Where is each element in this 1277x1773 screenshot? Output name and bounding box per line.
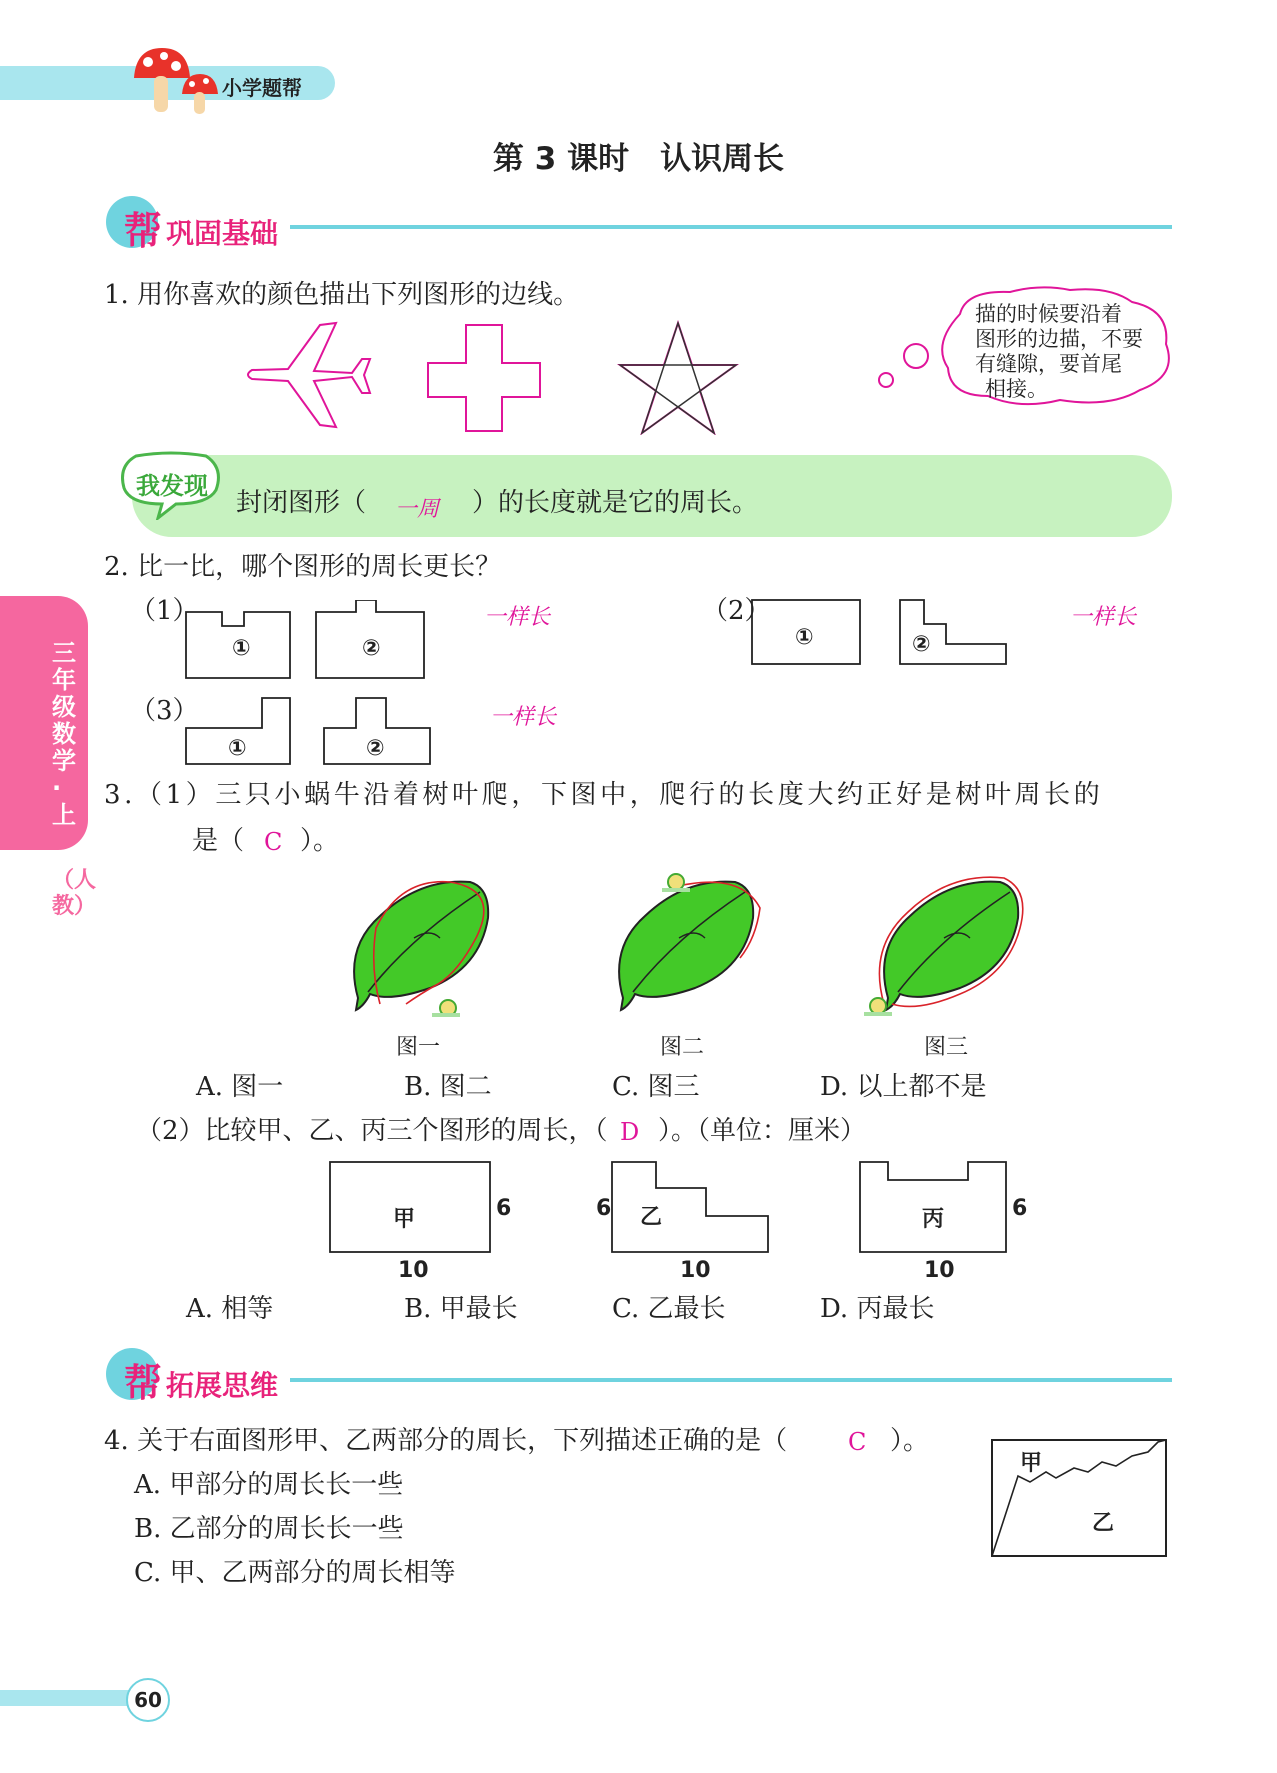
- q3-opt2-d: D. 丙最长: [820, 1294, 935, 1324]
- q4-text-before: 4. 关于右面图形甲、乙两部分的周长，下列描述正确的是（: [104, 1426, 788, 1456]
- q2-1-s2: ②: [362, 636, 381, 661]
- section-line-2: [290, 1378, 1172, 1382]
- q2-2-s1: ①: [795, 625, 814, 650]
- discover-after: ）的长度就是它的周长。: [472, 488, 759, 518]
- bubble-line-3: 有缝隙，要首尾: [975, 352, 1122, 376]
- q2-3-answer: 一样长: [490, 705, 557, 730]
- q3-opt2-c: C. 乙最长: [612, 1294, 726, 1324]
- side-tab-grade: 三年级数学·上: [52, 639, 76, 829]
- airplane-shape: [248, 323, 370, 427]
- star-shape: [620, 323, 736, 433]
- q2-3-shapes: [180, 696, 440, 766]
- q2-2-s2: ②: [912, 632, 931, 657]
- q3-part2-before: （2）比较甲、乙、丙三个图形的周长，（: [136, 1116, 608, 1146]
- q3-opt1-c: C. 图三: [612, 1072, 700, 1102]
- page-number: 60: [134, 1688, 162, 1712]
- q4-answer: C: [848, 1428, 867, 1456]
- shape-jia-name: 甲: [393, 1207, 416, 1232]
- shape-bing-name: 丙: [922, 1207, 945, 1232]
- leaf-figure-2: [619, 874, 760, 1010]
- footer-bar: [0, 1690, 140, 1706]
- q2-2-answer: 一样长: [1070, 605, 1137, 630]
- side-tab-edition: （人教）: [52, 868, 97, 919]
- mushroom-icon: [128, 44, 228, 116]
- q4-figure: [990, 1436, 1170, 1560]
- q3-part1-answer: C: [264, 828, 283, 856]
- section-title-extend: 拓展思维: [166, 1369, 279, 1402]
- q2-text: 2. 比一比，哪个图形的周长更长？: [104, 552, 502, 582]
- q3-opt1-b: B. 图二: [404, 1072, 492, 1102]
- q2-3-label: （3）: [130, 696, 199, 726]
- bubble-line-4: 相接。: [985, 377, 1048, 401]
- q2-1-shapes: [180, 600, 440, 682]
- leaf-figure-3: [864, 877, 1023, 1014]
- q1-shapes: [240, 315, 760, 435]
- snail-icon-2: [662, 874, 690, 890]
- discover-before: 封闭图形（: [236, 488, 367, 518]
- q2-3-s2: ②: [366, 736, 385, 761]
- section-badge-char: 帮: [124, 209, 163, 253]
- q2-1-label: （1）: [130, 596, 199, 626]
- q2-1-s1: ①: [232, 636, 251, 661]
- q3-opt1-d: D. 以上都不是: [820, 1072, 987, 1102]
- discover-badge-text: 我发现: [136, 472, 208, 500]
- q4-option-c: C. 甲、乙两部分的周长相等: [134, 1558, 456, 1588]
- caption-1: 图一: [396, 1035, 441, 1060]
- shape-yi-height: 6: [596, 1196, 612, 1221]
- bubble-line-1: 描的时候要沿着: [975, 302, 1122, 326]
- q3-shapes: [320, 1156, 1020, 1256]
- q3-part1-line2-after: ）。: [300, 826, 340, 856]
- discover-answer: 一周: [395, 497, 440, 522]
- section-badge-char-2: 帮: [124, 1361, 163, 1405]
- q2-3-s1: ①: [228, 736, 247, 761]
- q2-2-shapes: [750, 596, 1020, 666]
- shape-jia-width: 10: [398, 1258, 429, 1283]
- shape-bing-height: 6: [1012, 1196, 1028, 1221]
- section-title-basic: 巩固基础: [166, 217, 279, 250]
- q2-1-answer: 一样长: [484, 605, 551, 630]
- q1-text: 1. 用你喜欢的颜色描出下列图形的边线。: [104, 280, 580, 310]
- shape-bing-width: 10: [924, 1258, 955, 1283]
- q4-label-jia: 甲: [1020, 1451, 1043, 1476]
- caption-3: 图三: [924, 1035, 969, 1060]
- q3-opt1-a: A. 图一: [196, 1072, 284, 1102]
- q4-label-yi: 乙: [1092, 1511, 1115, 1536]
- leaf-figures: [340, 868, 1060, 1018]
- q3-opt2-a: A. 相等: [186, 1294, 274, 1324]
- cross-shape: [428, 325, 540, 431]
- section-line: [290, 225, 1172, 229]
- q3-part2-after: ）。（单位：厘米）: [658, 1116, 867, 1146]
- snail-icon-1: [432, 1000, 460, 1016]
- q3-part1-line2-before: 是（: [192, 826, 245, 856]
- q2-2-label: （2）: [702, 596, 771, 626]
- shape-yi-name: 乙: [640, 1205, 663, 1230]
- q3-part1-line1: 3.（1）三只小蜗牛沿着树叶爬，下图中，爬行的长度大约正好是树叶周长的: [104, 780, 1104, 810]
- shape-yi-width: 10: [680, 1258, 711, 1283]
- q4-text-after: ）。: [890, 1426, 930, 1456]
- q4-option-a: A. 甲部分的周长长一些: [134, 1470, 404, 1500]
- brand-text: 小学题帮: [222, 76, 302, 100]
- q3-opt2-b: B. 甲最长: [404, 1294, 518, 1324]
- q4-option-b: B. 乙部分的周长长一些: [134, 1514, 404, 1544]
- bubble-line-2: 图形的边描，不要: [975, 327, 1143, 351]
- q3-part2-answer: D: [620, 1118, 640, 1146]
- leaf-figure-1: [354, 882, 488, 1016]
- lesson-title: 第 3 课时 认识周长: [492, 141, 785, 177]
- caption-2: 图二: [660, 1035, 705, 1060]
- shape-jia-height: 6: [496, 1196, 512, 1221]
